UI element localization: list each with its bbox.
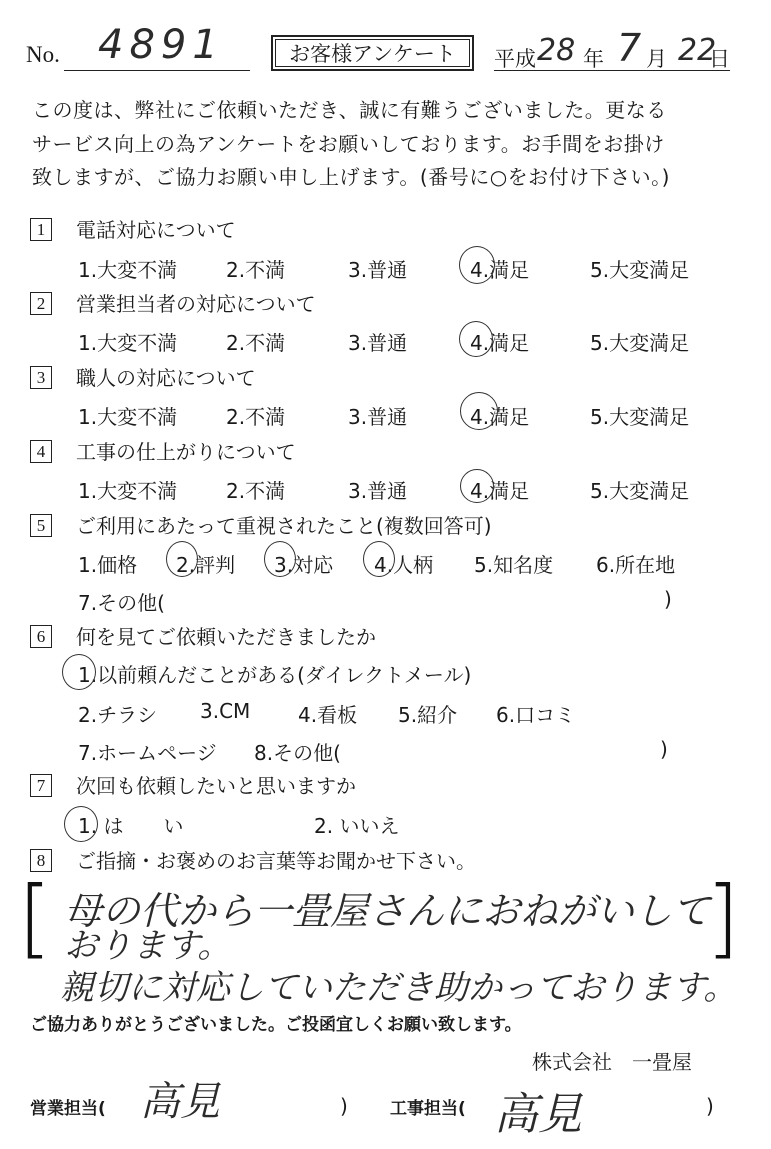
comment-right-bracket: ] xyxy=(706,868,740,968)
question-8-text: ご指摘・お褒めのお言葉等お聞かせ下さい。 xyxy=(76,849,476,873)
date-month-label: 月 xyxy=(646,47,667,71)
q6-option-signboard[interactable]: 4.看板 xyxy=(298,703,358,727)
q6-option-homepage[interactable]: 7.ホームページ xyxy=(78,741,217,765)
q2-answer-circle xyxy=(459,321,493,357)
q7-option-no[interactable]: 2. いいえ xyxy=(314,814,400,838)
question-1-text: 電話対応について xyxy=(76,218,236,242)
question-6-text: 何を見てご依頼いただきましたか xyxy=(76,625,376,649)
q6-option-other[interactable]: 8.その他( xyxy=(254,741,341,765)
q7-option-yes[interactable]: 1. は い xyxy=(78,814,184,838)
q6-option-word-of-mouth[interactable]: 6.口コミ xyxy=(496,703,576,727)
q6-option-referral[interactable]: 5.紹介 xyxy=(398,703,458,727)
q4-option-2[interactable]: 2.不満 xyxy=(226,479,286,503)
q1-option-2[interactable]: 2.不満 xyxy=(226,258,286,282)
q6-option-cm[interactable]: 3.CM xyxy=(200,699,251,723)
q2-option-4[interactable]: 4.満足 xyxy=(470,331,530,355)
q3-option-1[interactable]: 1.大変不満 xyxy=(78,405,178,429)
q1-option-1[interactable]: 1.大変不満 xyxy=(78,258,178,282)
q3-option-5[interactable]: 5.大変満足 xyxy=(590,405,690,429)
date-day-value: 22 xyxy=(678,33,717,68)
question-2-number: 2 xyxy=(30,292,52,315)
q5-option-reputation[interactable]: 2.評判 xyxy=(176,553,236,577)
question-3-text: 職人の対応について xyxy=(76,366,256,390)
survey-number-label: No. xyxy=(26,42,60,67)
company-name: 株式会社 一畳屋 xyxy=(532,1050,692,1074)
date-day-label: 日 xyxy=(709,47,730,71)
q5-option-location[interactable]: 6.所在地 xyxy=(596,553,676,577)
question-7-number: 7 xyxy=(30,774,52,797)
q1-answer-circle xyxy=(459,246,495,284)
q2-option-5[interactable]: 5.大変満足 xyxy=(590,331,690,355)
q5-option-service[interactable]: 3.対応 xyxy=(274,553,334,577)
comment-left-bracket: [ xyxy=(18,868,52,968)
q1-option-5[interactable]: 5.大変満足 xyxy=(590,258,690,282)
construction-rep-name: 高見 xyxy=(494,1089,582,1140)
survey-number-value: 4891 xyxy=(98,22,224,68)
q3-option-2[interactable]: 2.不満 xyxy=(226,405,286,429)
question-6-number: 6 xyxy=(30,625,52,648)
q2-option-3[interactable]: 3.普通 xyxy=(348,331,408,355)
intro-line-3: 致しますが、ご協力お願い申し上げます。(番号に○をお付け下さい。) xyxy=(32,165,670,189)
q4-option-5[interactable]: 5.大変満足 xyxy=(590,479,690,503)
q1-option-4[interactable]: 4.満足 xyxy=(470,258,530,282)
date-month-value: 7 xyxy=(617,26,642,70)
survey-number-underline xyxy=(64,70,250,71)
sales-rep-label: 営業担当( xyxy=(30,1099,106,1119)
q5-option-personality[interactable]: 4.人柄 xyxy=(374,553,434,577)
question-1-number: 1 xyxy=(30,218,52,241)
q5-answer-circle-2 xyxy=(166,541,198,577)
q2-option-1[interactable]: 1.大変不満 xyxy=(78,331,178,355)
question-8-number: 8 xyxy=(30,849,52,872)
q5-option-other[interactable]: 7.その他( xyxy=(78,591,165,615)
q5-option-name-recognition[interactable]: 5.知名度 xyxy=(474,553,554,577)
date-era: 平成 xyxy=(494,47,536,71)
date-year-value: 28 xyxy=(537,33,576,68)
q4-option-1[interactable]: 1.大変不満 xyxy=(78,479,178,503)
form-title: お客様アンケート xyxy=(275,39,470,67)
comment-line-1: 母の代から一畳屋さんにおねがいして xyxy=(64,889,711,933)
q5-other-close-paren: ) xyxy=(664,587,672,611)
intro-line-2: サービス向上の為アンケートをお願いしております。お手間をお掛け xyxy=(32,132,665,156)
q3-option-3[interactable]: 3.普通 xyxy=(348,405,408,429)
question-5-number: 5 xyxy=(30,514,52,537)
thanks-message: ご協力ありがとうございました。ご投函宜しくお願い致します。 xyxy=(30,1015,522,1035)
q4-answer-circle xyxy=(460,469,494,503)
sales-rep-close-paren: ) xyxy=(340,1094,348,1118)
question-4-number: 4 xyxy=(30,440,52,463)
intro-line-1: この度は、弊社にご依頼いただき、誠に有難うございました。更なる xyxy=(32,98,667,122)
q3-option-4[interactable]: 4.満足 xyxy=(470,405,530,429)
q6-other-close-paren: ) xyxy=(660,737,668,761)
q5-answer-circle-4 xyxy=(363,541,395,577)
q3-answer-circle xyxy=(460,392,498,430)
q6-option-flyer[interactable]: 2.チラシ xyxy=(78,703,158,727)
sales-rep-name: 高見 xyxy=(140,1079,220,1125)
q7-answer-circle-1 xyxy=(64,806,98,842)
question-2-text: 営業担当者の対応について xyxy=(76,292,316,316)
question-7-text: 次回も依頼したいと思いますか xyxy=(76,774,356,798)
construction-rep-close-paren: ) xyxy=(706,1094,714,1118)
date-year-label: 年 xyxy=(583,47,604,71)
q5-option-price[interactable]: 1.価格 xyxy=(78,553,138,577)
question-5-text: ご利用にあたって重視されたこと(複数回答可) xyxy=(76,514,492,538)
q5-answer-circle-3 xyxy=(264,541,296,577)
comment-line-2: おります。 xyxy=(64,926,232,966)
q4-option-4[interactable]: 4.満足 xyxy=(470,479,530,503)
comment-line-3: 親切に対応していただき助かっております。 xyxy=(60,968,738,1008)
q6-option-previous-request[interactable]: 1.以前頼んだことがある(ダイレクトメール) xyxy=(78,663,472,687)
construction-rep-label: 工事担当( xyxy=(390,1099,466,1119)
q6-answer-circle-1 xyxy=(62,654,96,690)
question-3-number: 3 xyxy=(30,366,52,389)
q2-option-2[interactable]: 2.不満 xyxy=(226,331,286,355)
q4-option-3[interactable]: 3.普通 xyxy=(348,479,408,503)
q1-option-3[interactable]: 3.普通 xyxy=(348,258,408,282)
form-title-box xyxy=(271,35,474,71)
question-4-text: 工事の仕上がりについて xyxy=(76,440,296,464)
